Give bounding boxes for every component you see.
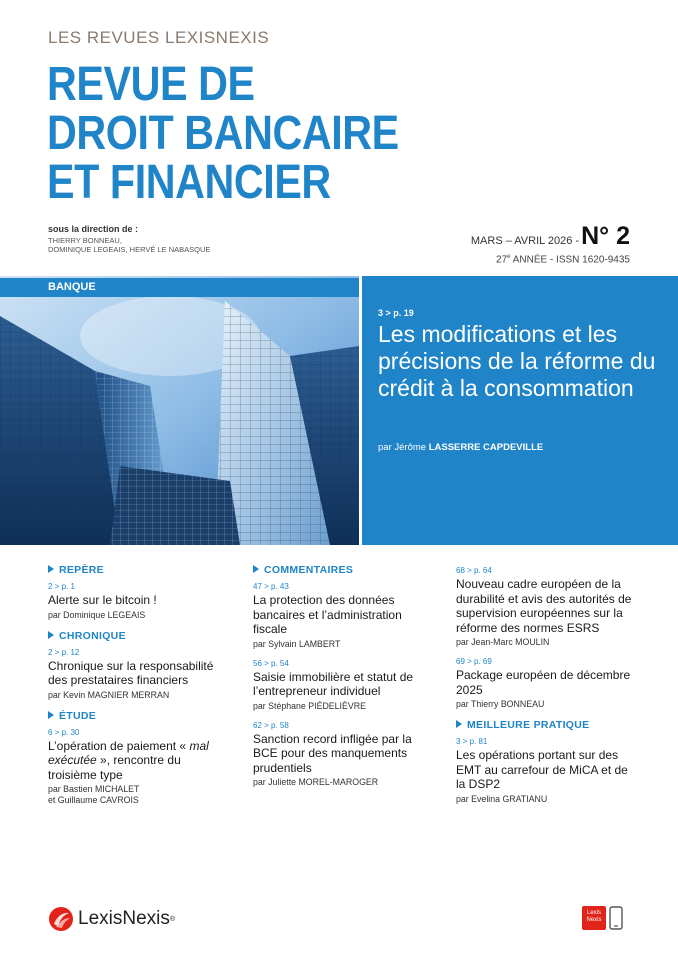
issue-year-issn: 27e ANNÉE - ISSN 1620-9435	[496, 254, 630, 266]
feature-author: par Jérôme LASSERRE CAPDEVILLE	[378, 442, 544, 453]
toc-item[interactable]	[48, 582, 228, 621]
triangle-icon	[253, 565, 259, 573]
journal-title	[47, 60, 399, 207]
toc-author: par Dominique LEGEAIS	[48, 609, 146, 620]
toc-title: Nouveau cadre européen de la durabilité et avis des autorités de supervision européennes sur la réforme des normes ESRS	[456, 577, 632, 635]
feature-ref: 3 > p. 19	[378, 308, 414, 318]
section-heading-etude: ÉTUDE	[48, 710, 228, 722]
section-heading-repere: REPÈRE	[48, 564, 228, 576]
toc-title: L’opération de paiement « mal exécutée », rencontre du troisième type	[48, 738, 209, 782]
direction-names-line: THIERRY BONNEAU,	[48, 236, 122, 245]
toc-ref: 56 > p. 54	[253, 658, 289, 668]
issue-number: N° 2	[581, 222, 630, 250]
toc-title: La protection des données bancaires et l’administration fiscale	[253, 593, 402, 636]
toc-title: Saisie immobilière et statut de l’entrepreneur individuel	[253, 669, 414, 698]
toc-ref: 2 > p. 1	[48, 582, 75, 591]
direction-names-line: DOMINIQUE LEGEAIS, HERVÉ LE NABASQUE	[48, 245, 211, 254]
toc-title: Package européen de décembre 2025	[456, 668, 631, 697]
toc-ref: 2 > p. 12	[48, 647, 80, 657]
toc-author: par Kevin MAGNIER MERRAN	[48, 689, 170, 700]
feature-title: Les modifications et les précisions de la réforme du crédit à la consommation	[378, 321, 656, 401]
toc-item[interactable]	[253, 721, 433, 789]
feature-article[interactable]	[362, 276, 678, 545]
triangle-icon	[48, 565, 54, 573]
section-heading-chronique: CHRONIQUE	[48, 630, 228, 642]
issue-period: MARS – AVRIL 2026 -	[470, 235, 580, 247]
toc-author: par Juliette MOREL-MAROGER	[253, 777, 379, 787]
issue-info	[471, 222, 630, 265]
journal-title-line: DROIT BANCAIRE	[47, 107, 399, 160]
toc-column-2	[253, 560, 433, 797]
journal-title-line: ET FINANCIER	[47, 156, 331, 209]
triangle-icon	[48, 711, 54, 719]
skyscrapers-photo	[0, 276, 359, 545]
toc-item[interactable]	[253, 582, 433, 650]
toc-ref: 47 > p. 43	[253, 582, 289, 591]
toc-item[interactable]	[456, 737, 636, 805]
toc-item[interactable]	[456, 566, 636, 648]
direction-label: sous la direction de :	[48, 224, 139, 234]
brand-name: LexisNexis	[78, 908, 170, 929]
toc-title: Chronique sur la responsabilité des prestataires financiers	[48, 658, 214, 687]
toc-title: Alerte sur le bitcoin !	[48, 593, 157, 607]
direction-names	[48, 236, 210, 254]
journal-title-line: REVUE DE	[47, 58, 255, 111]
toc-author: par Evelina GRATIANU	[456, 793, 548, 804]
toc-item[interactable]	[48, 728, 228, 807]
triangle-icon	[456, 720, 462, 728]
toc-ref: 6 > p. 30	[48, 727, 80, 737]
section-heading-commentaires: COMMENTAIRES	[253, 564, 433, 576]
toc-item[interactable]	[48, 648, 228, 701]
toc-column-1	[48, 560, 228, 815]
toc-ref: 3 > p. 81	[456, 737, 488, 746]
digital-badge	[582, 906, 623, 930]
triangle-icon	[48, 631, 54, 639]
series-name: LES REVUES LEXISNEXIS	[48, 28, 270, 47]
toc-ref: 62 > p. 58	[253, 720, 289, 730]
toc-title: Les opérations portant sur des EMT au carrefour de MiCA et de la DSP2	[456, 748, 628, 791]
toc-title: Sanction record infligée par la BCE pour des manquements prudentiels	[253, 731, 412, 775]
mobile-device-icon	[609, 906, 623, 930]
lexisnexis-logo-icon	[48, 906, 74, 932]
toc-ref: 69 > p. 69	[456, 657, 492, 666]
section-banner-banque: BANQUE	[0, 278, 359, 297]
toc-item[interactable]	[253, 659, 433, 712]
toc-ref: 68 > p. 64	[456, 566, 492, 575]
toc-column-3	[456, 566, 636, 814]
toc-author: par Stéphane PIÉDELIÈVRE	[253, 700, 366, 711]
toc-item[interactable]	[456, 657, 636, 710]
toc-author: par Bastien MICHALET et Guillaume CAVROIS	[48, 784, 140, 805]
lexis-badge: Lexis Nexis	[582, 906, 606, 930]
section-heading-meilleure-pratique: MEILLEURE PRATIQUE	[456, 719, 636, 731]
toc-author: par Thierry BONNEAU	[456, 699, 545, 709]
lexisnexis-logo: LexisNexis ®	[48, 906, 175, 932]
toc-author: par Jean-Marc MOULIN	[456, 637, 550, 647]
toc-author: par Sylvain LAMBERT	[253, 638, 341, 649]
